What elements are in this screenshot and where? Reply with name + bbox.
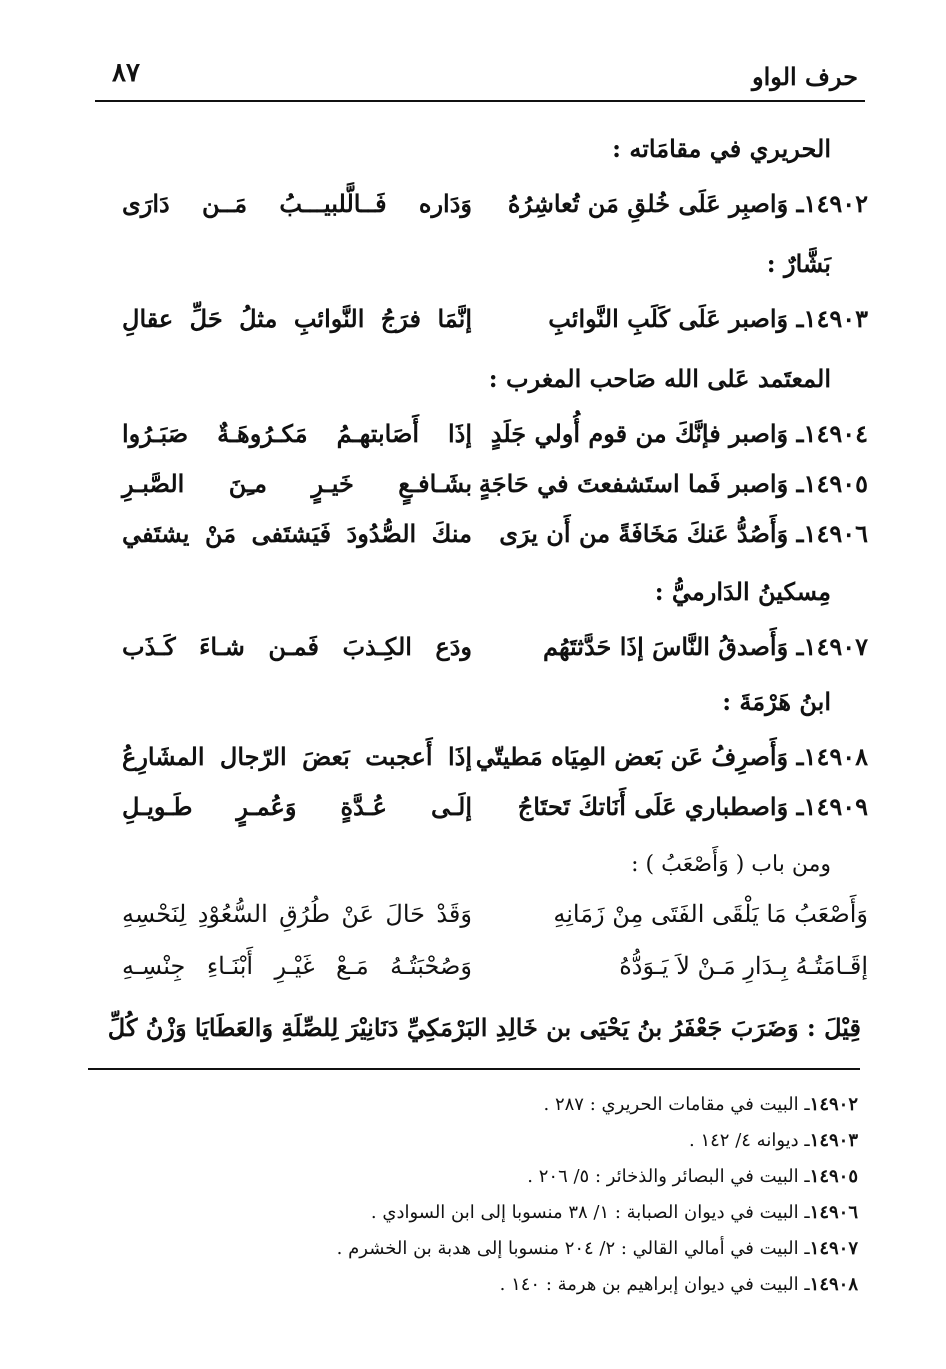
footnote-number: ١٤٩٠٦: [809, 1202, 858, 1223]
footnote-number: ١٤٩٠٥: [809, 1166, 858, 1187]
footnote-text: ـ البيت في ديوان الصبابة : ١/ ٣٨ منسوبا إلى ابن السوادي .: [370, 1202, 810, 1223]
footnote-number: ١٤٩٠٢: [809, 1094, 858, 1115]
poet-intro: [0, 687, 946, 737]
second-hemistich: منكَ الصُّدُودَ فَيَشتَفى مَنْ يشتَفي: [122, 519, 472, 548]
first-hemistich: [493, 792, 868, 821]
first-hemistich: [490, 419, 868, 448]
footnote-number: ١٤٩٠٧: [809, 1238, 858, 1259]
verse-number: ١٤٩٠٨: [803, 742, 868, 771]
first-hemistich: [478, 469, 868, 498]
poet-intro-text: المعتَمد عَلى الله صَاحب المغرب :: [488, 364, 831, 393]
footnote: [527, 1166, 858, 1187]
verse-line: [0, 304, 946, 354]
verse-line: [0, 632, 946, 682]
footnote-number: ١٤٩٠٣: [809, 1130, 858, 1151]
footnote: [544, 1094, 858, 1115]
prose-paragraph: قِيْلَ : وَضَرَبَ جَعْفَرُ بنُ يَحْيَى بن خَالِدِ البَرْمَكِيِّ دَنَانِيْرَ لِلصِّلَةِ وَالعَطَايَا وَزْنُ كُلِّ: [107, 1013, 861, 1042]
verse-line: [0, 792, 946, 842]
verse-number: ١٤٩٠٢: [803, 189, 868, 218]
section-intro-text: ومن باب ( وَأَصْعَبُ ) :: [631, 852, 831, 877]
header-rule: [95, 100, 865, 102]
poet-intro-text: بَشَّارٌ :: [766, 249, 831, 278]
first-hemistich-text: إقَـامَتُـهُ بِـدَارِ مَـنْ لاَ يَـوَدُّهُ: [619, 952, 868, 980]
verse-number: ١٤٩٠٧: [803, 632, 868, 661]
footnote-text: ـ البيت في البصائر والذخائر : ٥/ ٢٠٦ .: [527, 1166, 810, 1187]
section-intro: [0, 852, 946, 902]
poet-intro-text: الحريري في مقامَاته :: [612, 134, 831, 163]
second-hemistich: ودَع الكِـذبَ فَمـن شـاءَ كَـذَب: [122, 632, 472, 661]
verse-line: [0, 952, 946, 1002]
first-hemistich-text: ـ وَاصطباري عَلَى أَنَاتكَ تَحتَاجُ: [517, 792, 804, 821]
second-hemistich: إذَا أَصَابتهـمُ مَكـرُوهَـةٌ صَبَـرُوا: [122, 419, 472, 448]
second-hemistich: وَدَاره فَــالَّلبيـــبُ مَــن دَارَى: [122, 189, 472, 218]
poet-intro: [0, 134, 946, 184]
first-hemistich-text: ـ وَاصبر عَلَى كَلَبِ النَّوائبِ: [548, 304, 804, 333]
poet-intro-text: ابنُ هَرْمَةَ :: [722, 687, 831, 716]
footnote-text: ـ البيت في مقامات الحريري : ٢٨٧ .: [543, 1094, 810, 1115]
poet-intro: [0, 577, 946, 627]
first-hemistich-text: وَأَصْعَبُ مَا يَلْقَى الفَتَى مِنْ زَمَانِهِ: [553, 900, 868, 928]
first-hemistich: [493, 632, 868, 661]
verse-number: ١٤٩٠٤: [803, 419, 868, 448]
first-hemistich: [493, 900, 868, 928]
first-hemistich: [493, 952, 868, 980]
first-hemistich-text: ـ وَاصبِر عَلَى خُلقِ مَن تُعاشِرُهُ: [507, 189, 804, 218]
first-hemistich: [493, 519, 868, 548]
footnote-rule: [88, 1068, 860, 1070]
second-hemistich: وَصُحْبَتُـهُ مَـعْ غَيْـرِ أَبْنَـاءِ جِنْسِـهِ: [122, 952, 472, 980]
verse-number: ١٤٩٠٦: [803, 519, 868, 548]
poet-intro-text: مِسكينُ الدَارميُّ :: [654, 577, 831, 606]
first-hemistich: [475, 742, 868, 771]
footnote-text: ـ البيت في أمالي القالي : ٢/ ٢٠٤ منسوبا إلى هدبة بن الخشرم .: [336, 1238, 810, 1259]
page-number: ٨٧: [112, 58, 140, 88]
verse-number: ١٤٩٠٣: [803, 304, 868, 333]
verse-number: ١٤٩٠٩: [803, 792, 868, 821]
verse-line: [0, 900, 946, 950]
verse-line: [0, 742, 946, 792]
second-hemistich: إلَـى عُـدَّةٍ وَعُمـرٍ طَـويـلِ: [122, 792, 472, 821]
first-hemistich-text: ـ وَأَصدقُ النَّاسَ إذَا حَدَّثتَهُم: [542, 632, 804, 661]
first-hemistich-text: ـ وَأَصرِفُ عَن بَعض المِيَاه مَطيتّي: [475, 742, 804, 771]
first-hemistich-text: ـ وَأَصُدُّ عَنكَ مَخَافَةً من أَن يرَى: [499, 519, 804, 548]
footnote-text: ـ ديوانه ٤/ ١٤٢ .: [689, 1130, 810, 1151]
first-hemistich: [493, 189, 868, 218]
footnote: [500, 1274, 858, 1295]
second-hemistich: بشَـافـعٍ خَيـرٍ مـِنَ الصَّبـرِ: [122, 469, 472, 498]
first-hemistich-text: ـ وَاصبر فإنَّكَ من قوم أُولي جَلَدٍ: [490, 419, 804, 448]
second-hemistich: وَقَدْ حَالَ عَنْ طُرُقِ السُّعُوْدِ لِنَحْسِهِ: [122, 900, 472, 928]
chapter-title: حرف الواو: [752, 62, 858, 91]
poet-intro: [0, 364, 946, 414]
footnote: [371, 1202, 858, 1223]
first-hemistich: [493, 304, 868, 333]
second-hemistich: إنَّمَا فرَجُ النَّوائبِ مثلُ حَلِّ عقالِ: [122, 304, 472, 333]
footnote-number: ١٤٩٠٨: [809, 1274, 858, 1295]
verse-line: [0, 469, 946, 519]
verse-line: [0, 519, 946, 569]
footnote-text: ـ البيت في ديوان إبراهيم بن هرمة : ١٤٠ .: [499, 1274, 810, 1295]
verse-line: [0, 189, 946, 239]
footnote: [689, 1130, 858, 1151]
footnote: [337, 1238, 858, 1259]
verse-line: [0, 419, 946, 469]
second-hemistich: إذَا أَعجبت بَعضَ الرّجال المشَارِعُ: [122, 742, 472, 771]
verse-number: ١٤٩٠٥: [803, 469, 868, 498]
first-hemistich-text: ـ وَاصبر فَما استَشفعتَ في حَاجَةٍ: [478, 469, 804, 498]
poet-intro: [0, 249, 946, 299]
